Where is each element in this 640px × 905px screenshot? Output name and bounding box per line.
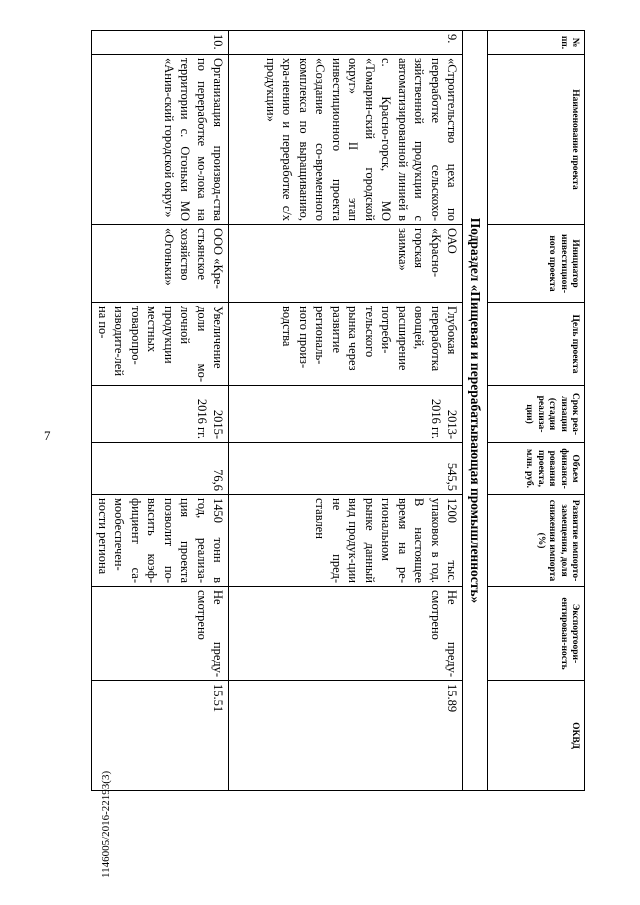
cell-initiator: ОАО «Красно-горская заимка» bbox=[229, 225, 463, 303]
cell-num: 9. bbox=[229, 31, 463, 55]
cell-term: 2015-2016 гг. bbox=[92, 386, 229, 443]
section-row bbox=[463, 31, 488, 791]
cell-goal: Глубокая переработка овощей, расширение потреби-тельского рынка через развитие региональ-ного произ-водства bbox=[229, 303, 463, 386]
table-row bbox=[229, 31, 463, 791]
cell-goal: Увеличение доли мо-лочной продукции местных товаропро-изводите-лей на по- bbox=[92, 303, 229, 386]
cell-okvd: 15.51 bbox=[92, 681, 229, 791]
cell-import: 1200 тыс. упаковок в год. В настоящее время на ре-гиональном рынке данный вид продук-ции не пред-ставлен bbox=[229, 495, 463, 587]
cell-volume: 545,5 bbox=[229, 443, 463, 495]
cell-import: 1450 тонн в год, реализа-ция проекта позволит по-высить коэф-фициент са-мообеспечен-ности региона bbox=[92, 495, 229, 587]
cell-num: 10. bbox=[92, 31, 229, 55]
header-term: Срок реа-лизации (стадия реализа-ции) bbox=[488, 386, 585, 443]
header-name: Наименование проекта bbox=[488, 55, 585, 225]
header-okvd: ОКВД bbox=[488, 681, 585, 791]
page-number: 7 bbox=[44, 428, 51, 443]
cell-export: Не преду-смотрено bbox=[92, 587, 229, 681]
cell-term: 2013-2016 гг. bbox=[229, 386, 463, 443]
header-export: Экспортоори-ентирован-ность bbox=[488, 587, 585, 681]
header-row bbox=[488, 31, 585, 791]
document-code: 1146005/2016-22193(3) bbox=[100, 770, 112, 878]
cell-okvd: 15.89 bbox=[229, 681, 463, 791]
table-row bbox=[92, 31, 229, 791]
cell-volume: 76,6 bbox=[92, 443, 229, 495]
cell-initiator: ООО «Кре-стьянское хозяйство «Огоньки» bbox=[92, 225, 229, 303]
section-title: Подраздел «Пищевая и перерабатывающая промышленность» bbox=[463, 31, 488, 791]
header-volume: Объем финанси-рования проекта, млн. руб. bbox=[488, 443, 585, 495]
rotated-page-content bbox=[85, 30, 585, 790]
header-goal: Цель проекта bbox=[488, 303, 585, 386]
header-initiator: Инициатор инвестицион-ного проекта bbox=[488, 225, 585, 303]
header-import: Развитие импорто-замещения, доля снижения импорта (%) bbox=[488, 495, 585, 587]
cell-name: «Строительство цеха по переработке сельскохо-зяйственной продукции с автоматизированной линией в с. Красно-горск, МО «Томарин-ский городской округ» II этап инвестиционного проекта «Создание со-временного комплекса по выращиванию, хра-нению и переработке с/х продукции» bbox=[229, 55, 463, 225]
cell-export: Не преду-смотрено bbox=[229, 587, 463, 681]
cell-name: Организация производ-ства по переработке мо-лока на территории с. Огоньки МО «Анив-ский городской округ» bbox=[92, 55, 229, 225]
investment-projects-table bbox=[91, 30, 585, 791]
header-num: № пп. bbox=[488, 31, 585, 55]
